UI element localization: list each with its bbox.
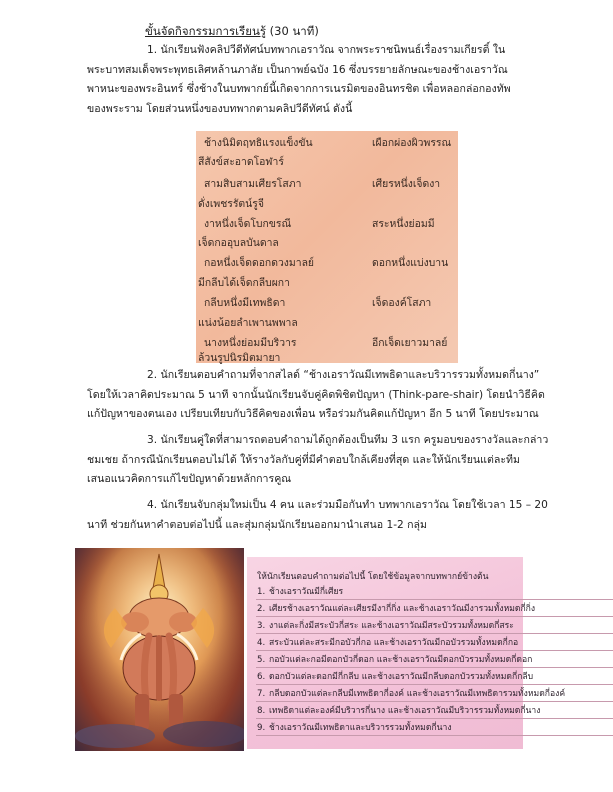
question-item: 2. เศียรช้างเอราวัณแต่ละเศียรมีงากี่กิ่ง และช้างเอราวัณมีงารวมทั้งหมดกี่กิ่ง (247, 601, 565, 618)
poem-line: งาหนึ่งเจ็ดโบกขรณี (204, 218, 292, 230)
question-item: 7. กลีบดอกบัวแต่ละกลีบมีเทพธิดากี่องค์ และช้างเอราวัณมีเทพธิดารวมทั้งหมดกี่องค์ (247, 686, 565, 703)
erawan-elephant-image (75, 548, 244, 751)
step-1 (87, 41, 557, 119)
step-2-line-3: แก้ปัญหาของตนเอง เปรียบเทียบกับวิธีคิดของเพื่อน หรือร่วมกันคิดแก้ปัญหา อีก 5 นาที โดยประมาณ (87, 408, 539, 421)
poem-line: แน่งน้อยลำเพานพพาล (198, 317, 298, 329)
step-3-line-3: เสนอแนวคิดการแก้ไขปัญหาด้วยหลักการคูณ (87, 473, 292, 486)
step-2-line-2: โดยให้เวลาคิดประมาณ 5 นาที จากนั้นนักเรียนจับคู่คิดพิชิตปัญหา (Think-pare-shair) โดยนำวิธีคิด (87, 388, 545, 401)
question-box (247, 557, 566, 749)
question-intro: ให้นักเรียนตอบคำถามต่อไปนี้ โดยใช้ข้อมูลจากบทพากย์ข้างต้น (257, 572, 489, 582)
poem-line: ช้างนิมิตฤทธิแรงแข็งขัน (204, 137, 313, 149)
poem-line: นางหนึ่งย่อมมีบริวาร (204, 337, 297, 349)
poem-line: เจ็ดองค์โสภา (372, 297, 432, 309)
step-2 (87, 366, 557, 425)
poem-line: กอหนึ่งเจ็ดดอกดวงมาลย์ (204, 257, 315, 269)
poem-line: มีกลีบได้เจ็ดกลีบผกา (198, 277, 290, 289)
poem-line: เผือกผ่องผิวพรรณ (372, 137, 452, 149)
erawan-illustration (75, 548, 244, 751)
poem-box (196, 131, 458, 363)
step-3-line-2: ชมเชย ถ้ากรณีนักเรียนตอบไม่ได้ ให้รางวัลกับคู่ที่มีคำตอบใกล้เคียงที่สุด และให้นักเรียนแต่ละทีม (87, 453, 521, 466)
poem-line: ดั่งเพชรรัตน์รูจี (198, 198, 264, 210)
question-item: 5. กอบัวแต่ละกอมีดอกบัวกี่ดอก และช้างเอราวัณมีดอกบัวรวมทั้งหมดกี่ดอก (247, 652, 565, 669)
poem-line: ล้วนรูปนิรมิตมายา (198, 352, 281, 364)
step-2-line-1: 2. นักเรียนตอบคำถามที่จากสไลด์ “ช้างเอราวัณมีเทพธิดาและบริวารรวมทั้งหมดกี่นาง” (147, 369, 540, 381)
question-item: 9. ช้างเอราวัณมีเทพธิดาและบริวารรวมทั้งหมดกี่นาง (247, 720, 565, 737)
question-item: 6. ดอกบัวแต่ละดอกมีกี่กลีบ และช้างเอราวัณมีกลีบดอกบัวรวมทั้งหมดกี่กลีบ (247, 669, 565, 686)
poem-line: เจ็ดกออุบลบันดาล (198, 237, 279, 249)
step-1-line-2: พระบาทสมเด็จพระพุทธเลิศหล้านภาลัย เป็นกาพย์ฉบัง 16 ซึ่งบรรยายลักษณะของช้างเอราวัณ (87, 63, 508, 76)
section-title: ขั้นจัดกิจกรรมการเรียนรู้ (145, 24, 267, 38)
poem-line: ดอกหนึ่งแบ่งบาน (372, 257, 449, 269)
step-1-line-3: พาหนะของพระอินทร์ ซึ่งช้างในบทพากย์นี้เกิดจากการเนรมิตของอินทรชิต เพื่อหลอกล่อกองทัพ (87, 83, 511, 96)
question-item: 8. เทพธิดาแต่ละองค์มีบริวารกี่นาง และช้างเอราวัณมีบริวารรวมทั้งหมดกี่นาง (247, 703, 565, 720)
step-1-line-4: ของพระราม โดยส่วนหนึ่งของบทพากตามคลิปวีดีทัศน์ ดังนี้ (87, 102, 353, 115)
poem-line: สามสิบสามเศียรโสภา (204, 178, 302, 190)
poem-line: เศียรหนึ่งเจ็ดงา (372, 178, 441, 190)
step-3-line-1: 3. นักเรียนคู่ใดที่สามารถตอบคำถามได้ถูกต้องเป็นทีม 3 แรก ครูมอบของรางวัลและกล่าว (147, 434, 549, 446)
step-4-line-1: 4. นักเรียนจับกลุ่มใหม่เป็น 4 คน และร่วมมือกันทำ บทพากเอราวัณ โดยใช้เวลา 15 – 20 (147, 499, 548, 511)
poem-line: กลีบหนึ่งมีเทพธิดา (204, 297, 286, 309)
poem-line: อีกเจ็ดเยาวมาลย์ (372, 337, 448, 349)
question-list (247, 584, 565, 737)
poem-line: สระหนึ่งย่อมมี (372, 218, 435, 230)
question-item: 1. ช้างเอราวัณมีกี่เศียร (247, 584, 565, 601)
section-duration: (30 นาที) (269, 24, 319, 38)
step-4 (87, 496, 557, 535)
question-item: 3. งาแต่ละกิ่งมีสระบัวกี่สระ และช้างเอราวัณมีสระบัวรวมทั้งหมดกี่สระ (247, 618, 565, 635)
section-heading (145, 23, 319, 41)
poem-line: สีสังข์สะอาดโอฬาร์ (198, 156, 284, 168)
step-4-line-2: นาที ช่วยกันหาคำตอบต่อไปนี้ และสุ่มกลุ่มนักเรียนออกมานำเสนอ 1-2 กลุ่ม (87, 518, 428, 531)
question-item: 4. สระบัวแต่ละสระมีกอบัวกี่กอ และช้างเอราวัณมีกอบัวรวมทั้งหมดกี่กอ (247, 635, 565, 652)
step-1-line-1: 1. นักเรียนฟังคลิปวีดีทัศน์บทพากเอราวัณ จากพระราชนิพนธ์เรื่องรามเกียรติ์ ใน (147, 44, 506, 56)
step-3 (87, 431, 557, 490)
